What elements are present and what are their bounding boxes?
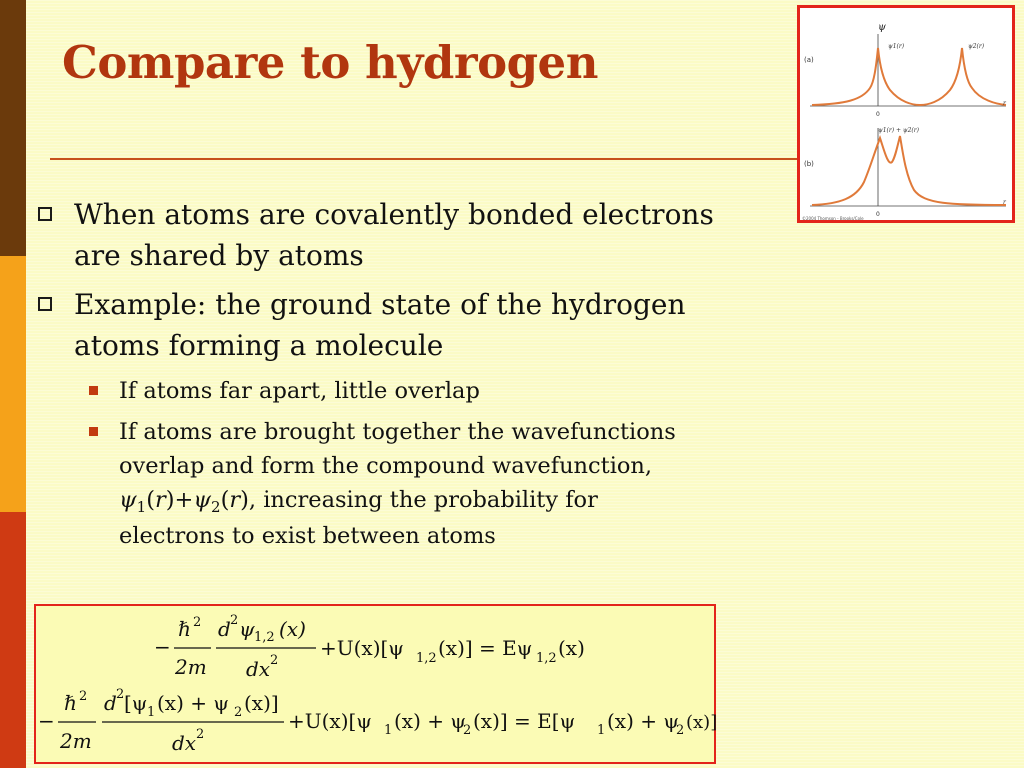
eq1-hbar: ℏ [178, 617, 191, 641]
bullet-item [38, 284, 738, 366]
filled-square-bullet-icon [89, 427, 98, 436]
bullet-text: When atoms are covalently bonded electrons are shared by atoms [74, 198, 714, 272]
eq2-rhs-a: +U(x)[ψ [288, 709, 372, 733]
accent-bar-bottom [0, 512, 26, 768]
sub-bullet-item [119, 374, 679, 408]
hollow-square-bullet-icon [38, 207, 52, 221]
bullet-item [38, 194, 738, 276]
eq1-x: (x) [279, 617, 306, 641]
sub-bullet-text: If atoms are brought together the wavefunctions overlap and form the compound wavefunction, [119, 419, 676, 479]
r-variable: r [229, 487, 241, 513]
bullet-list [38, 194, 738, 560]
eq2-rhs-b: (x) + ψ [394, 709, 467, 733]
eq1-rhs-sub2: 1,2 [536, 651, 557, 666]
eq2-rhs-e: (x)] [686, 712, 718, 733]
eq1-rhs-sub: 1,2 [416, 651, 437, 666]
eq2-hbar: ℏ [64, 691, 77, 715]
panel-b-curve [812, 136, 1006, 205]
slide-title: Compare to hydrogen [62, 36, 598, 89]
eq2-dx: dx [172, 731, 197, 755]
eq1-psi: ψ [239, 617, 255, 641]
panel-b-r: r [1003, 199, 1006, 206]
psi-subscript: 2 [211, 498, 221, 516]
title-divider [50, 158, 800, 160]
eq1-rhs-c: (x) [558, 636, 585, 660]
psi1-label: ψ1(r) [888, 43, 905, 50]
eq2-rhs-d: (x) + ψ [607, 709, 680, 733]
psi-symbol: ψ [193, 487, 212, 513]
panel-a-label: (a) [804, 56, 814, 64]
eq2-dx-exp: 2 [196, 727, 205, 742]
eq2-num-c: (x)] [244, 691, 279, 715]
r-variable: r [154, 487, 166, 513]
panel-a-zero: 0 [876, 111, 880, 118]
bullet-text: Example: the ground state of the hydrogen atoms forming a molecule [74, 288, 686, 362]
equation-box [34, 604, 716, 764]
figure-copyright: ©2004 Thomson - Brooks/Cole [802, 216, 864, 221]
psi-axis-label: ψ [878, 22, 886, 33]
eq2-rhs-sub2: 2 [463, 723, 472, 738]
eq2-hbar-exp: 2 [79, 689, 88, 704]
eq1-d-exp: 2 [230, 613, 239, 628]
plus-sign: + [174, 487, 194, 513]
panel-b-zero: 0 [876, 211, 880, 218]
panel-a-r: r [1003, 100, 1006, 107]
sub-bullet-text: increasing the probability for electrons to exist between atoms [119, 487, 598, 549]
eq2-2m: 2m [60, 729, 92, 753]
eq2-minus: − [38, 709, 55, 733]
eq2-d-exp: 2 [116, 687, 125, 702]
eq2-d-letter: d [104, 691, 117, 715]
psi-symbol: ψ [119, 487, 137, 513]
eq1-2m: 2m [175, 655, 207, 679]
equation-svg [36, 606, 718, 762]
eq1-rhs-b: (x)] = Eψ [438, 636, 533, 660]
eq1-dx: dx [246, 657, 271, 681]
eq1-minus: − [154, 635, 171, 659]
hollow-square-bullet-icon [38, 297, 52, 311]
panel-a-curve [812, 48, 1006, 105]
psi-subscript: 1 [136, 498, 147, 516]
psi2-label: ψ2(r) [968, 43, 985, 50]
eq1-rhs-a: +U(x)[ψ [320, 636, 404, 660]
eq1-d: d [218, 617, 231, 641]
sub-bullet-item: If atoms are brought together the wavefunctions overlap and form the compound wavefunction, $\psi_1(r)+\psi_2(r)$, increasing the probability for electrons to exist between atoms [119, 415, 679, 553]
eq2-rhs-sub4: 2 [676, 723, 685, 738]
eq1-sub12: 1,2 [254, 630, 275, 645]
eq1-dx-exp: 2 [270, 653, 279, 668]
eq2-num-sub1: 1 [147, 705, 156, 720]
panel-b-label: (b) [804, 160, 814, 168]
combined-label: ψ1(r) + ψ2(r) [878, 127, 919, 134]
wavefunction-figure [797, 5, 1015, 223]
wavefunction-figure-svg [800, 8, 1012, 220]
eq2-num-b: (x) + ψ [157, 691, 230, 715]
eq2-rhs-sub3: 1 [597, 723, 606, 738]
accent-bar-top [0, 0, 26, 256]
eq2-rhs-sub1: 1 [384, 723, 393, 738]
accent-bar-middle [0, 256, 26, 512]
eq2-rhs-c: (x)] = E[ψ [473, 709, 576, 733]
sub-bullet-text: If atoms far apart, little overlap [119, 378, 480, 404]
eq1-hbar-exp: 2 [193, 615, 202, 630]
filled-square-bullet-icon [89, 386, 98, 395]
eq2-num-a: [ψ [124, 691, 148, 715]
eq2-num-sub2: 2 [234, 705, 243, 720]
